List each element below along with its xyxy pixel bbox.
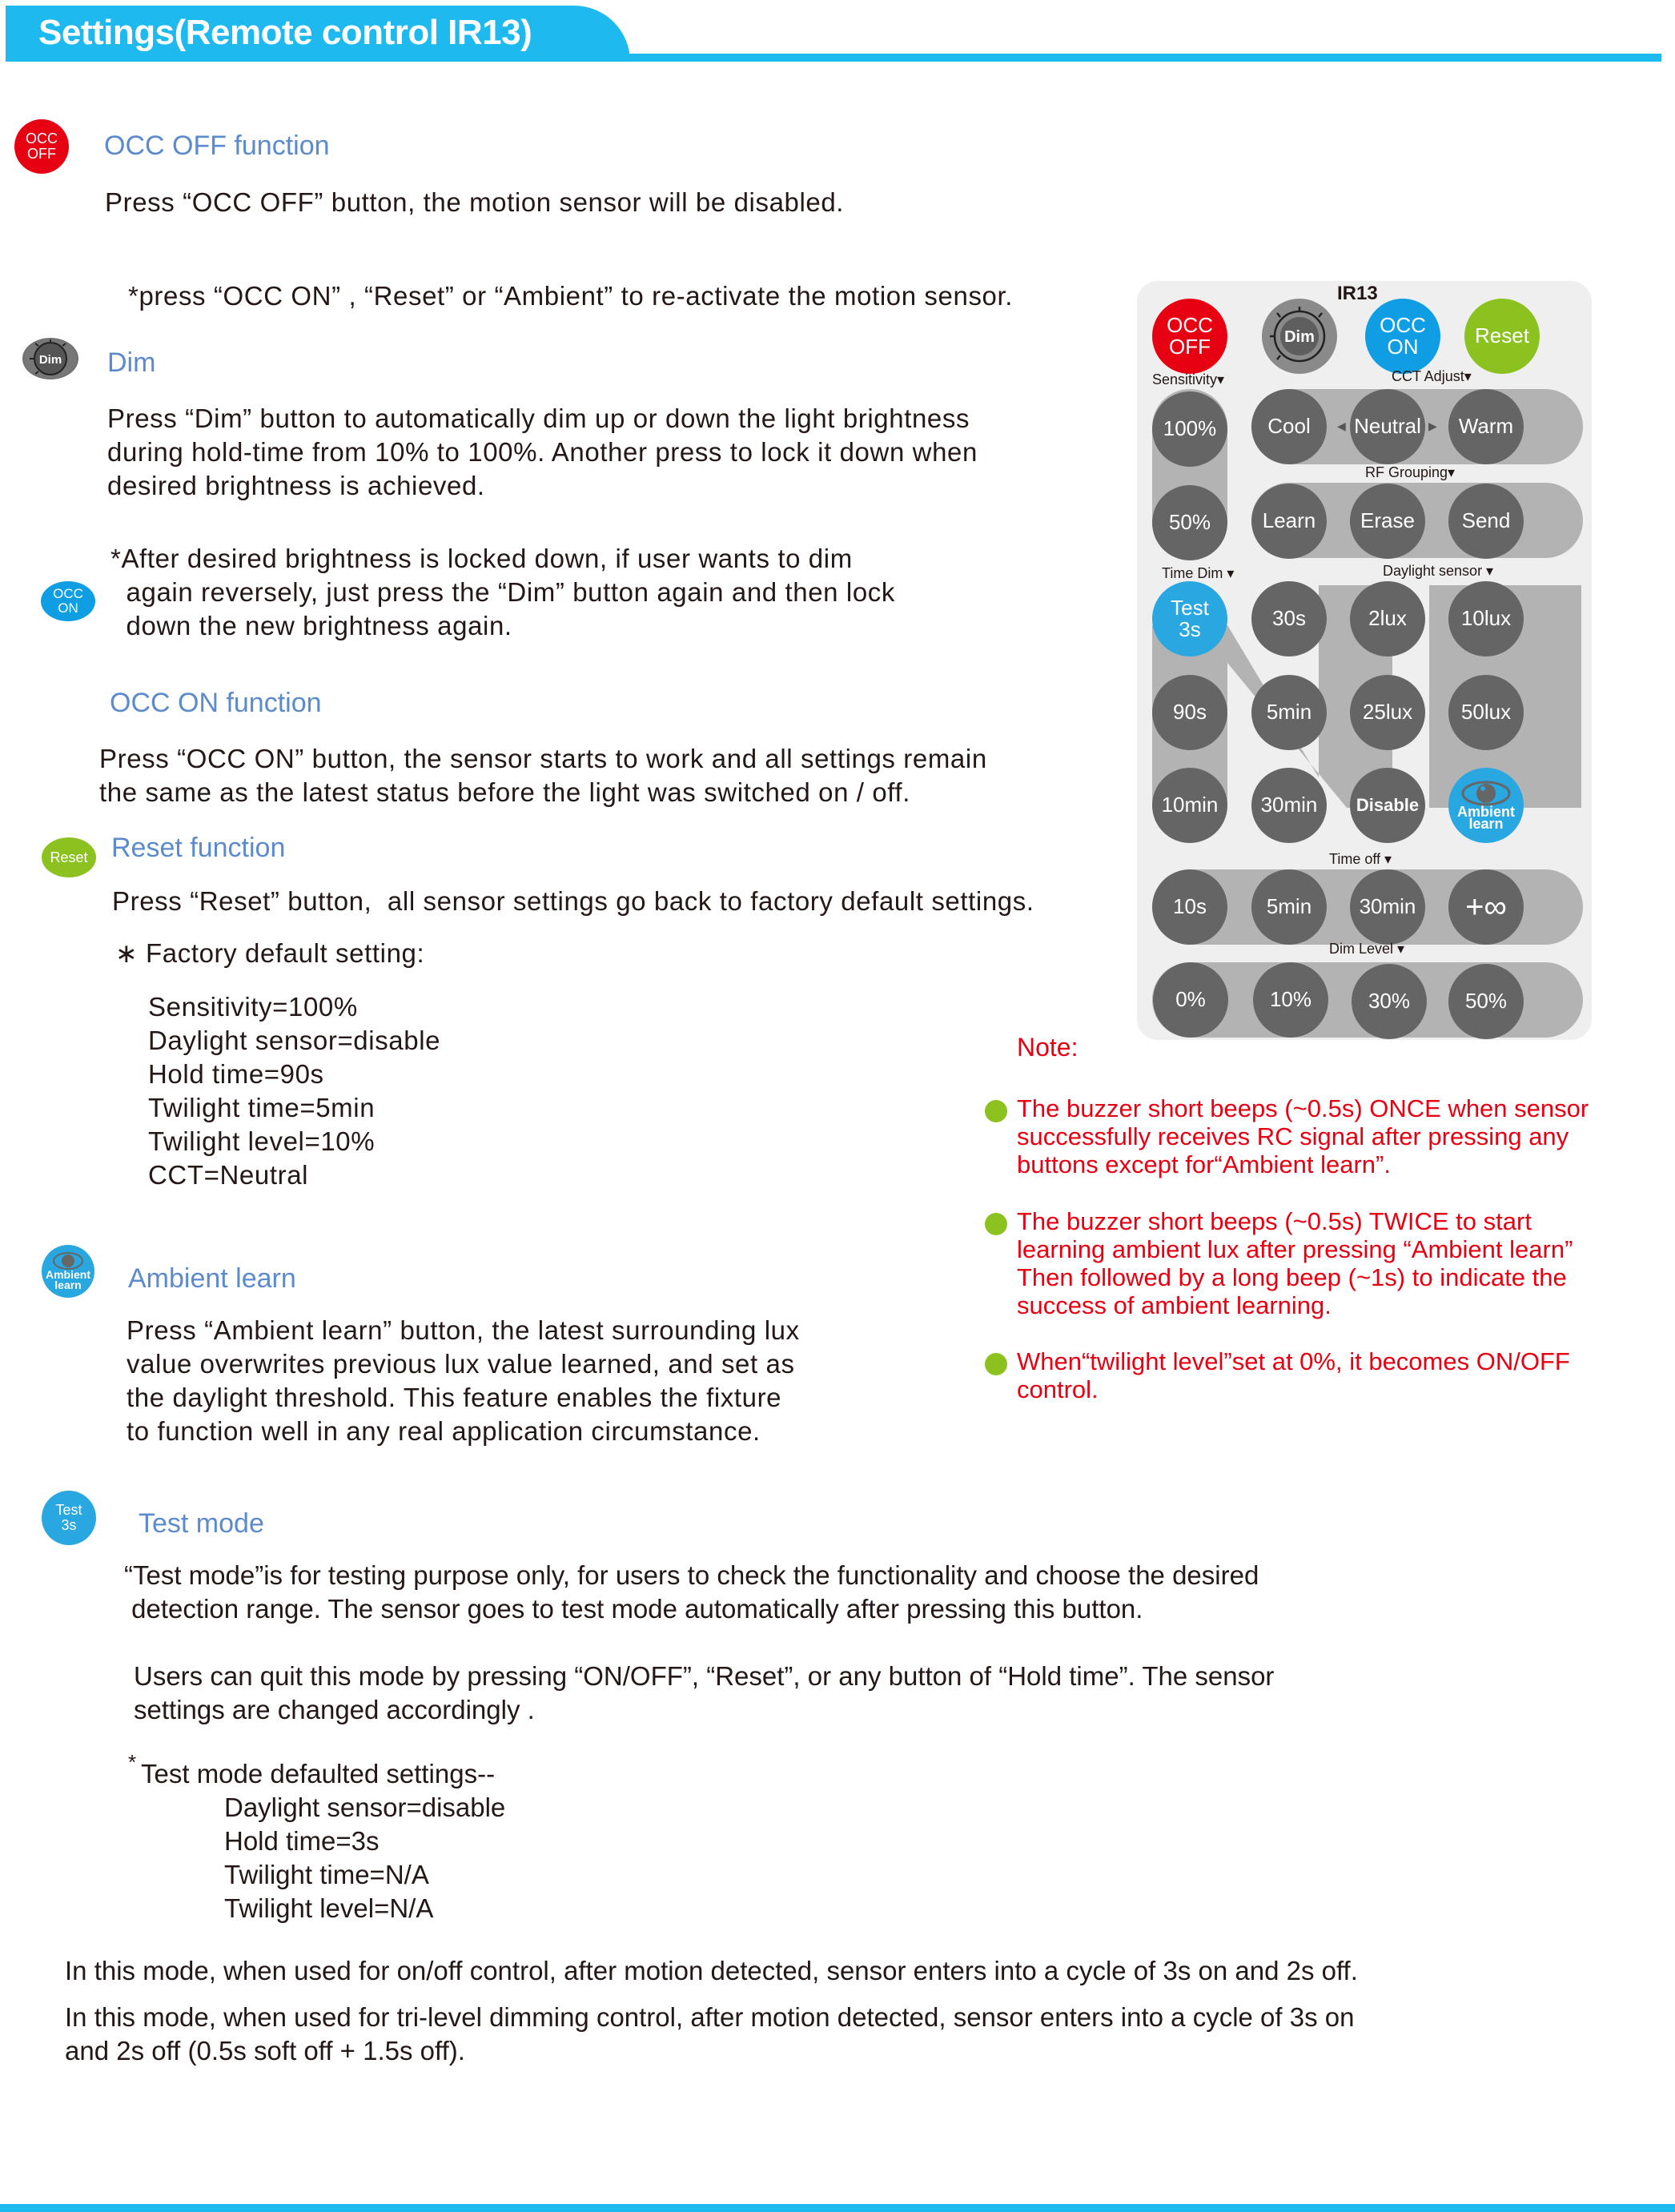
daylight-disable-button[interactable]: Disable [1350,768,1425,843]
test-default-item: Twilight level=N/A [224,1893,434,1923]
reset-icon: Reset [42,837,96,877]
cct-adjust-label: CCT Adjust▾ [1392,368,1472,384]
time-off-10s-button[interactable]: 10s [1152,869,1227,945]
arrow-right-icon: ▶ [1428,420,1437,432]
hold-30s-button[interactable]: 30s [1251,581,1327,656]
cct-warm-button[interactable]: Warm [1448,389,1524,464]
ambient-learn-button-label: Ambient learn [1457,803,1515,832]
reset-body: Press “Reset” button, all sensor settings go back to factory default settings. [112,886,1034,916]
sensitivity-100-button[interactable]: 100% [1152,391,1227,467]
factory-defaults-title: ∗ Factory default setting: [115,938,425,968]
default-item: Daylight sensor=disable [148,1026,441,1055]
reset-heading: Reset function [111,833,286,863]
occ-on-icon: OCC ON [41,581,95,621]
dim-level-10-button[interactable]: 10% [1253,962,1328,1038]
ambient-body: Press “Ambient learn” button, the latest surrounding lux value overwrites previous lux value learned, and set as the daylight threshold. This feature enables the fixture to function well in any real application circumstance. [127,1315,800,1446]
time-dim-label: Time Dim ▾ [1162,565,1235,581]
rf-learn-button[interactable]: Learn [1251,484,1327,559]
cct-cool-button[interactable]: Cool [1251,389,1327,464]
daylight-10lux-button[interactable]: 10lux [1448,581,1524,656]
test-cycle-trilevel: In this mode, when used for tri-level dimming control, after motion detected, sensor enters into a cycle of 3s on and 2s off (0.5s soft off + 1.5s off). [65,2002,1355,2065]
time-off-infinity-button[interactable]: +∞ [1448,869,1524,945]
footer-rule [0,2204,1675,2212]
hold-10min-button[interactable]: 10min [1152,768,1227,843]
hold-90s-button[interactable]: 90s [1152,675,1227,750]
test-default-item: Daylight sensor=disable [224,1792,506,1822]
test-cycle-onoff: In this mode, when used for on/off control, after motion detected, sensor enters into a cycle of 3s on and 2s off. [65,1956,1358,1985]
dim-note: *After desired brightness is locked down, if user wants to dim again reversely, just press the “Dim” button again and then lock down the new brightness again. [110,544,895,640]
eye-icon [1461,781,1511,806]
rf-grouping-label: RF Grouping▾ [1365,464,1456,480]
daylight-2lux-button[interactable]: 2lux [1350,581,1425,656]
occ-on-button[interactable]: OCC ON [1365,299,1440,374]
test-default-item: Hold time=3s [224,1826,380,1856]
test-defaults-title: Test mode defaulted settings-- [141,1759,496,1788]
dim-level-0-button[interactable]: 0% [1153,962,1228,1038]
ambient-learn-icon-label: Ambient learn [46,1268,90,1291]
test-defaults-list [224,1791,505,1925]
bullet-icon [985,1100,1007,1122]
test-body-2: Users can quit this mode by pressing “ON/OFF”, “Reset”, or any button of “Hold time”. The sensor settings are changed accordingly . [134,1661,1275,1724]
default-item: Twilight time=5min [148,1093,376,1122]
default-item: Hold time=90s [148,1059,324,1089]
occ-off-icon: OCC OFF [14,119,69,174]
dim-level-50-button[interactable]: 50% [1448,964,1524,1039]
sensitivity-50-button[interactable]: 50% [1152,485,1227,560]
ambient-learn-button[interactable] [1448,768,1524,843]
hold-5min-button[interactable]: 5min [1251,675,1327,750]
daylight-50lux-button[interactable]: 50lux [1448,675,1524,750]
dim-button[interactable] [1262,299,1337,374]
occ-on-body: Press “OCC ON” button, the sensor starts to work and all settings remain the same as the latest status before the light was switched on / off. [99,744,987,807]
eye-icon [52,1252,84,1270]
dim-level-label: Dim Level ▾ [1329,941,1405,957]
hold-30min-button[interactable]: 30min [1251,768,1327,843]
note-title: Note: [1017,1033,1079,1062]
occ-off-heading: OCC OFF function [104,130,330,161]
test-defaults-star: * [128,1750,137,1774]
test-default-item: Twilight time=N/A [224,1860,429,1889]
test-3s-icon: Test 3s [42,1491,96,1545]
daylight-25lux-button[interactable]: 25lux [1350,675,1425,750]
note-item: When“twilight level”set at 0%, it becomes ON/OFF control. [1017,1347,1570,1403]
occ-off-button[interactable]: OCC OFF [1152,299,1227,374]
default-item: Twilight level=10% [148,1126,376,1156]
time-off-label: Time off ▾ [1329,851,1392,867]
remote-model: IR13 [1337,283,1378,304]
dim-dial-icon [22,338,78,379]
ambient-learn-icon [42,1245,94,1298]
factory-defaults-list [148,990,440,1192]
sensitivity-label: Sensitivity▾ [1152,371,1225,387]
note-item: The buzzer short beeps (~0.5s) ONCE when sensor successfully receives RC signal after pressing any buttons except for“Ambient learn”. [1017,1094,1589,1178]
test-heading: Test mode [139,1508,264,1539]
dim-body: Press “Dim” button to automatically dim up or down the light brightness during hold-time from 10% to 100%. Another press to lock it down when desired brightness is achieved. [107,403,978,500]
test-body-1: “Test mode”is for testing purpose only, for users to check the functionality and choose the desired detection range. The sensor goes to test mode automatically after pressing this button. [124,1560,1259,1624]
arrow-left-icon: ◀ [1337,420,1346,432]
daylight-sensor-label: Daylight sensor ▾ [1383,563,1494,579]
test-3s-button[interactable]: Test 3s [1152,581,1227,656]
ambient-heading: Ambient learn [128,1263,296,1294]
default-item: Sensitivity=100% [148,992,358,1022]
time-off-5min-button[interactable]: 5min [1251,869,1327,945]
reset-button[interactable]: Reset [1464,299,1540,374]
remote-control-ir13 [1137,281,1592,1040]
header-rule [6,54,1661,62]
cct-neutral-button[interactable]: Neutral [1350,389,1425,464]
dim-heading: Dim [107,347,156,378]
page-title: Settings(Remote control IR13) [38,13,532,52]
occ-on-heading: OCC ON function [110,688,322,718]
occ-off-note: *press “OCC ON” , “Reset” or “Ambient” to re-activate the motion sensor. [128,281,1014,311]
bullet-icon [985,1213,1007,1235]
time-off-30min-button[interactable]: 30min [1350,869,1425,945]
note-item: The buzzer short beeps (~0.5s) TWICE to start learning ambient lux after pressing “Ambient learn” Then followed by a long beep (~1s) to indicate the success of ambient learning. [1017,1207,1573,1319]
rf-erase-button[interactable]: Erase [1350,484,1425,559]
dim-icon-label: Dim [38,353,62,367]
dim-dial-icon [1262,299,1337,374]
occ-off-body: Press “OCC OFF” button, the motion sensor will be disabled. [105,187,845,217]
rf-send-button[interactable]: Send [1448,484,1524,559]
dim-level-30-button[interactable]: 30% [1352,964,1427,1039]
default-item: CCT=Neutral [148,1160,309,1190]
dim-button-label: Dim [1284,328,1315,346]
bullet-icon [985,1353,1007,1375]
dim-icon [22,338,78,379]
